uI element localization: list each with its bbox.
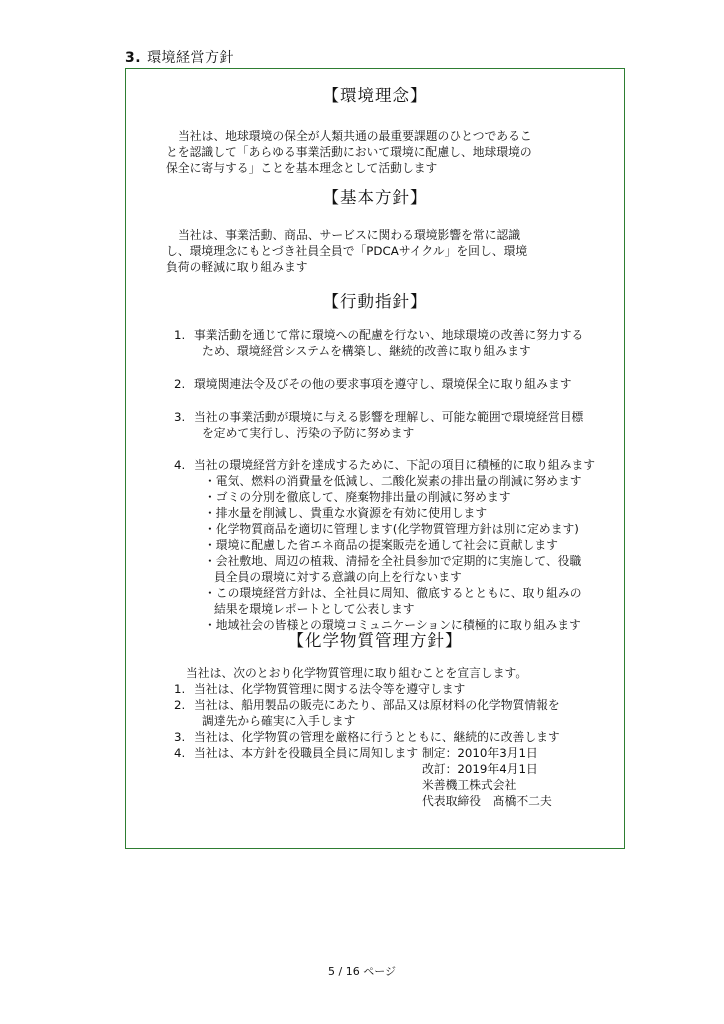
list-item — [174, 409, 595, 441]
philosophy-text — [166, 128, 532, 176]
item-text-cont: ため、環境経営システムを構築し、継続的改善に取り組みます — [202, 344, 531, 358]
item-text: 当社は、化学物質管理に関する法令等を遵守します — [194, 682, 466, 696]
bullet-item-cont: 結果を環境レポートとして公表します — [214, 602, 415, 616]
item-text-cont: を定めて実行し、汚染の予防に努めます — [202, 426, 415, 440]
item-text: 当社は、本方針を役職員全員に周知します — [194, 746, 419, 760]
item-text: 当社は、船用製品の販売にあたり、部品又は原材料の化学物質情報を — [194, 698, 560, 712]
action-title: 【行動指針】 — [322, 292, 428, 311]
list-item — [174, 327, 595, 359]
list-item — [174, 457, 595, 473]
bullet-item: ・地域社会の皆様との環境コミュニケーションに積極的に取り組みます — [204, 618, 581, 632]
philosophy-line: 保全に寄与する」ことを基本理念として活動します — [166, 161, 438, 175]
policy-title: 【基本方針】 — [322, 188, 428, 207]
revised-date: 改訂：2019年4月1日 — [422, 762, 538, 776]
representative: 代表取締役 髙橋不二夫 — [422, 794, 552, 808]
philosophy-title: 【環境理念】 — [322, 86, 428, 105]
bullet-item: ・この環境経営方針は、全社員に周知、徹底するとともに、取り組みの — [204, 586, 582, 600]
item-number: 2. — [174, 377, 186, 391]
philosophy-line: 当社は、地球環境の保全が人類共通の最重要課題のひとつであるこ — [178, 129, 532, 143]
philosophy-line: とを認識して「あらゆる事業活動において環境に配慮し、地球環境の — [166, 145, 532, 159]
item-number: 3. — [174, 730, 186, 744]
chemical-title: 【化学物質管理方針】 — [287, 631, 463, 650]
bullet-item: ・排水量を削減し、貴重な水資源を有効に使用します — [204, 506, 488, 520]
item-number: 2. — [174, 698, 186, 712]
bullet-item: ・ゴミの分別を徹底して、廃棄物排出量の削減に努めます — [204, 490, 511, 504]
section-number: 3. — [125, 50, 142, 66]
section-heading — [125, 47, 234, 67]
item-number: 4. — [174, 458, 186, 472]
item-text: 当社の事業活動が環境に与える影響を理解し、可能な範囲で環境経営目標 — [194, 410, 584, 424]
policy-frame — [125, 68, 625, 849]
policy-line: し、環境理念にもとづき社員全員で「PDCAサイクル」を回し、環境 — [166, 244, 528, 258]
policy-line: 当社は、事業活動、商品、サービスに関わる環境影響を常に認識 — [178, 228, 521, 242]
action-list — [174, 327, 595, 633]
policy-text — [166, 227, 527, 275]
item-number: 4. — [174, 746, 186, 760]
bullet-item: ・電気、燃料の消費量を低減し、二酸化炭素の排出量の削減に努めます — [204, 474, 582, 488]
item-number: 3. — [174, 410, 186, 424]
bullet-item-cont: 員全員の環境に対する意識の向上を行ないます — [214, 570, 462, 584]
bullet-item: ・化学物質商品を適切に管理します(化学物質管理方針は別に定めます) — [204, 522, 579, 536]
section-title: 環境経営方針 — [147, 50, 235, 66]
page-number: 5 / 16 ページ — [328, 965, 396, 978]
item-text: 当社は、化学物質の管理を厳格に行うとともに、継続的に改善します — [194, 730, 560, 744]
item-text: 環境関連法令及びその他の要求事項を遵守し、環境保全に取り組みます — [194, 377, 572, 391]
bullet-item: ・環境に配慮した省エネ商品の提案販売を通して社会に貢献します — [204, 538, 558, 552]
item-text: 当社の環境経営方針を達成するために、下記の項目に積極的に取り組みます — [194, 458, 596, 472]
signature-block — [422, 745, 552, 809]
list-item — [174, 729, 560, 745]
item-text: 事業活動を通じて常に環境への配慮を行ない、地球環境の改善に努力する — [194, 328, 584, 342]
list-item — [174, 697, 560, 729]
chemical-intro: 当社は、次のとおり化学物質管理に取り組むことを宣言します。 — [186, 666, 528, 680]
list-item — [174, 681, 560, 697]
item-number: 1. — [174, 682, 186, 696]
policy-line: 負荷の軽減に取り組みます — [166, 260, 308, 274]
list-item — [174, 376, 595, 392]
bullet-item: ・会社敷地、周辺の植栽、清掃を全社員参加で定期的に実施して、役職 — [204, 554, 582, 568]
established-date: 制定：2010年3月1日 — [422, 746, 538, 760]
item-text-cont: 調達先から確実に入手します — [202, 714, 356, 728]
company-name: 米善機工株式会社 — [422, 778, 517, 792]
item-number: 1. — [174, 328, 186, 342]
